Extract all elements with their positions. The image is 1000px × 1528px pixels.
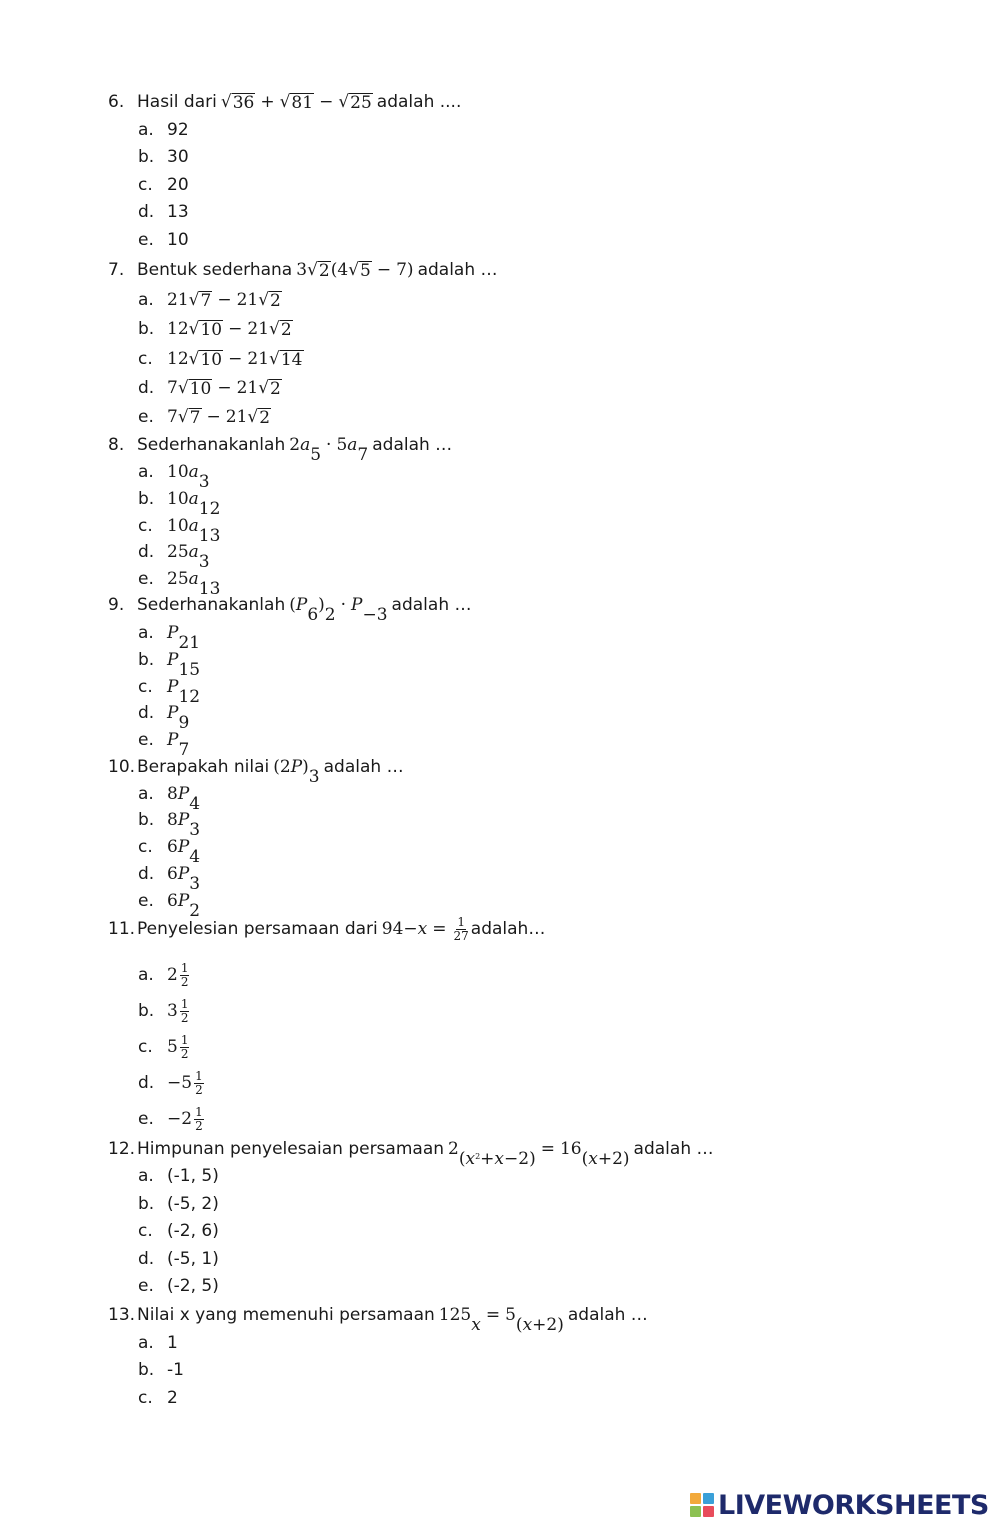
option-letter: c. bbox=[138, 677, 153, 697]
option-11c[interactable]: c. 5 $\frac{1}{2}$ bbox=[138, 1032, 189, 1061]
question-text: Sederhanakanlah bbox=[137, 435, 286, 455]
question-text: Nilai x yang memenuhi persamaan bbox=[137, 1305, 435, 1325]
option-letter: a. bbox=[138, 784, 154, 804]
option-8b[interactable]: b. 10 a 12 bbox=[138, 489, 221, 519]
question-number: 6. bbox=[108, 92, 125, 112]
option-text: 92 bbox=[167, 120, 189, 140]
question-13: 13. Nilai x yang memenuhi persamaan 125 x = 5 (x+2) adalah … bbox=[108, 1305, 648, 1335]
option-letter: c. bbox=[138, 349, 153, 369]
question-number: 13. bbox=[108, 1305, 136, 1325]
option-letter: a. bbox=[138, 1166, 154, 1186]
option-text: 30 bbox=[167, 147, 189, 167]
option-11b[interactable]: b. 3 $\frac{1}{2}$ bbox=[138, 996, 189, 1025]
question-number: 12. bbox=[108, 1139, 136, 1159]
question-12: 12. Himpunan penyelesaian persamaan 2 $(x^2+x-2)$ = 16 (x+2) adalah … bbox=[108, 1139, 714, 1169]
option-letter: b. bbox=[138, 1194, 155, 1214]
question-text: Himpunan penyelesaian persamaan bbox=[137, 1139, 445, 1159]
option-11d[interactable]: d. −5 $\frac{1}{2}$ bbox=[138, 1068, 203, 1097]
option-letter: b. bbox=[138, 147, 155, 167]
option-text: -1 bbox=[167, 1360, 184, 1380]
sqrt-36: √ 36 bbox=[220, 92, 255, 113]
option-letter: e. bbox=[138, 407, 154, 427]
option-12e[interactable] bbox=[138, 1270, 219, 1296]
question-number: 11. bbox=[108, 919, 136, 939]
option-11e[interactable]: e. −2 $\frac{1}{2}$ bbox=[138, 1104, 203, 1133]
option-letter: e. bbox=[138, 1276, 154, 1296]
option-text: (-5, 1) bbox=[167, 1249, 219, 1269]
option-letter: a. bbox=[138, 290, 154, 310]
option-letter: d. bbox=[138, 864, 155, 884]
option-letter: a. bbox=[138, 120, 154, 140]
option-letter: a. bbox=[138, 965, 154, 985]
option-letter: b. bbox=[138, 319, 155, 339]
option-letter: c. bbox=[138, 175, 153, 195]
option-letter: c. bbox=[138, 1037, 153, 1057]
option-letter: a. bbox=[138, 462, 154, 482]
sqrt-25: √ 25 bbox=[338, 92, 372, 113]
option-9b[interactable]: b. P 15 bbox=[138, 650, 201, 680]
sqrt-81: √ 81 bbox=[279, 92, 314, 113]
logo-tiles-icon bbox=[690, 1493, 714, 1517]
option-12c[interactable] bbox=[138, 1215, 219, 1241]
option-letter: e. bbox=[138, 891, 154, 911]
option-8d[interactable]: d. 25 a 3 bbox=[138, 542, 210, 572]
question-text: Berapakah nilai bbox=[137, 757, 270, 777]
option-10e[interactable]: e. 6 P 2 bbox=[138, 891, 201, 921]
option-6d[interactable] bbox=[138, 196, 189, 222]
question-10: 10. Berapakah nilai (2 P ) 3 adalah … bbox=[108, 757, 404, 787]
question-suffix: adalah … bbox=[633, 1139, 714, 1159]
option-letter: b. bbox=[138, 810, 155, 830]
option-letter: d. bbox=[138, 1249, 155, 1269]
option-letter: e. bbox=[138, 1109, 154, 1129]
option-8a[interactable]: a. 10 a 3 bbox=[138, 462, 210, 492]
option-letter: d. bbox=[138, 703, 155, 723]
question-suffix: adalah … bbox=[323, 757, 404, 777]
option-text: (-2, 5) bbox=[167, 1276, 219, 1296]
question-9: 9. Sederhanakanlah ( P 6 ) 2 · P −3 adalah … bbox=[108, 595, 472, 625]
option-12a[interactable] bbox=[138, 1160, 219, 1186]
question-number: 8. bbox=[108, 435, 125, 455]
option-10c[interactable]: c. 6 P 4 bbox=[138, 837, 201, 867]
option-7c[interactable]: c. 12 √ 10 − 21 √ 14 bbox=[138, 349, 303, 370]
option-letter: d. bbox=[138, 542, 155, 562]
option-letter: e. bbox=[138, 730, 154, 750]
option-6b[interactable] bbox=[138, 141, 189, 167]
option-6c[interactable] bbox=[138, 169, 189, 195]
option-9e[interactable]: e. P 7 bbox=[138, 730, 190, 760]
option-7d[interactable]: d. 7 √ 10 − 21 √ 2 bbox=[138, 378, 281, 399]
question-suffix: adalah … bbox=[372, 435, 453, 455]
option-text: 2 bbox=[167, 1388, 178, 1408]
question-suffix: adalah .... bbox=[376, 92, 462, 112]
option-6a[interactable] bbox=[138, 114, 189, 140]
question-suffix: adalah… bbox=[470, 919, 546, 939]
option-letter: e. bbox=[138, 569, 154, 589]
option-13a[interactable] bbox=[138, 1327, 178, 1353]
option-letter: a. bbox=[138, 1333, 154, 1353]
option-letter: b. bbox=[138, 1001, 155, 1021]
option-letter: a. bbox=[138, 623, 154, 643]
option-10d[interactable]: d. 6 P 3 bbox=[138, 864, 201, 894]
option-11a[interactable]: a. 2 $\frac{1}{2}$ bbox=[138, 960, 189, 989]
option-9a[interactable]: a. P 21 bbox=[138, 623, 201, 653]
option-text: (-5, 2) bbox=[167, 1194, 219, 1214]
question-number: 10. bbox=[108, 757, 136, 777]
question-text: Sederhanakanlah bbox=[137, 595, 286, 615]
option-10a[interactable]: a. 8 P 4 bbox=[138, 784, 201, 814]
option-8e[interactable]: e. 25 a 13 bbox=[138, 569, 221, 599]
option-letter: d. bbox=[138, 1073, 155, 1093]
option-text: 20 bbox=[167, 175, 189, 195]
question-text: Bentuk sederhana bbox=[137, 260, 293, 280]
option-7b[interactable]: b. 12 √ 10 − 21 √ 2 bbox=[138, 319, 292, 340]
option-letter: b. bbox=[138, 489, 155, 509]
option-letter: c. bbox=[138, 1221, 153, 1241]
option-6e[interactable] bbox=[138, 224, 189, 250]
option-13b[interactable] bbox=[138, 1354, 184, 1380]
option-text: 10 bbox=[167, 230, 189, 250]
question-suffix: adalah … bbox=[391, 595, 472, 615]
question-number: 9. bbox=[108, 595, 125, 615]
option-7e[interactable]: e. 7 √ 7 − 21 √ 2 bbox=[138, 407, 271, 428]
option-letter: b. bbox=[138, 1360, 155, 1380]
question-text: Hasil dari bbox=[137, 92, 217, 112]
question-7: 7. Bentuk sederhana 3 √ 2 (4 √ 5 − 7) adalah … bbox=[108, 260, 498, 281]
logo-text: LIVEWORKSHEETS bbox=[718, 1489, 989, 1521]
option-letter: d. bbox=[138, 202, 155, 222]
question-suffix: adalah … bbox=[567, 1305, 648, 1325]
option-text: (-2, 6) bbox=[167, 1221, 219, 1241]
option-letter: d. bbox=[138, 378, 155, 398]
option-text: (-1, 5) bbox=[167, 1166, 219, 1186]
option-text: 13 bbox=[167, 202, 189, 222]
option-13c[interactable] bbox=[138, 1382, 178, 1408]
option-text: 1 bbox=[167, 1333, 178, 1353]
option-12b[interactable] bbox=[138, 1188, 219, 1214]
option-letter: e. bbox=[138, 230, 154, 250]
question-text: Penyelesian persamaan dari bbox=[137, 919, 378, 939]
option-9d[interactable]: d. P 9 bbox=[138, 703, 190, 733]
option-letter: b. bbox=[138, 650, 155, 670]
question-6: 6. Hasil dari √ 36 + √ 81 − √ 25 adalah .... bbox=[108, 92, 462, 113]
option-12d[interactable] bbox=[138, 1243, 219, 1269]
option-10b[interactable]: b. 8 P 3 bbox=[138, 810, 201, 840]
question-11: 11. Penyelesian persamaan dari 9 4−x = $\frac{1}{27}$ adalah… bbox=[108, 914, 546, 943]
question-suffix: adalah … bbox=[417, 260, 498, 280]
liveworksheets-logo bbox=[690, 1490, 989, 1520]
question-number: 7. bbox=[108, 260, 125, 280]
option-letter: c. bbox=[138, 837, 153, 857]
option-letter: c. bbox=[138, 516, 153, 536]
question-8: 8. Sederhanakanlah 2 a 5 · 5 a 7 adalah … bbox=[108, 435, 453, 465]
option-9c[interactable]: c. P 12 bbox=[138, 677, 201, 707]
option-8c[interactable]: c. 10 a 13 bbox=[138, 516, 221, 546]
option-7a[interactable]: a. 21 √ 7 − 21 √ 2 bbox=[138, 290, 281, 311]
option-letter: c. bbox=[138, 1388, 153, 1408]
